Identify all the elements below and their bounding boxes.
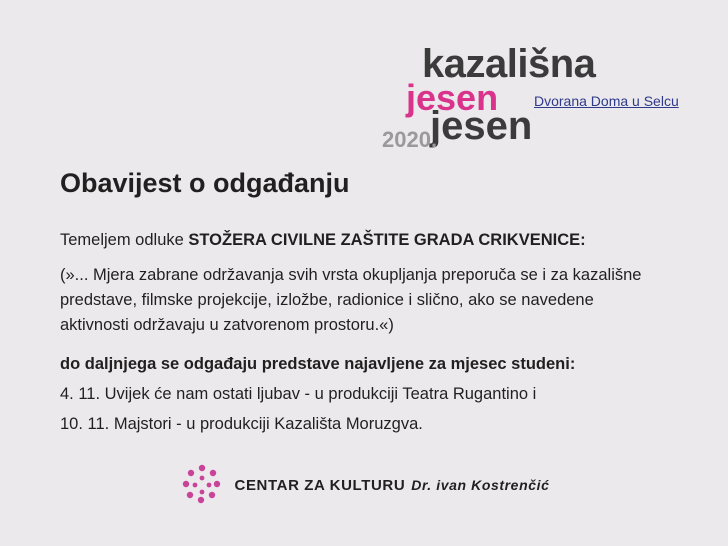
decision-quote: (»... Mjera zabrane održavanja svih vrsta okupljanja preporuča se i za kazališne predstave, filmske projekcije, izložbe, radionice i slično, ako se navedene aktivnosti održavaju u zatvorenom prostoru.«) xyxy=(60,266,642,334)
list-item: 10. 11. Majstori - u produkciji Kazališta Moruzgva. xyxy=(60,415,423,433)
logo-word-kazalisna: kazališna xyxy=(422,42,596,86)
festival-logo xyxy=(382,44,692,164)
postponed-heading: do daljnjega se odgađaju predstave najavljene za mjesec studeni: xyxy=(60,355,576,373)
decision-line xyxy=(60,228,660,253)
culture-center-icon xyxy=(179,462,225,508)
decision-prefix: Temeljem odluke xyxy=(60,231,189,249)
page-title: Obavijest o odgađanju xyxy=(60,168,350,198)
footer-org-name: CENTAR ZA KULTURU xyxy=(234,476,406,494)
logo-year: 2020. xyxy=(382,127,438,152)
list-item: 4. 11. Uvijek će nam ostati ljubav - u produkciji Teatra Rugantino i xyxy=(60,385,537,403)
footer-org-person: Dr. ivan Kostrenčić xyxy=(411,476,550,493)
footer-logo xyxy=(0,462,728,508)
footer-org xyxy=(235,477,550,494)
decision-authority: STOŽERA CIVILNE ZAŠTITE GRADA CRIKVENICE: xyxy=(188,231,586,249)
venue-label: Dvorana Doma u Selcu xyxy=(534,93,679,109)
logo-word-jesen-pink: jesen xyxy=(406,77,499,118)
logo-word-jesen-dark: jesen xyxy=(430,104,533,148)
